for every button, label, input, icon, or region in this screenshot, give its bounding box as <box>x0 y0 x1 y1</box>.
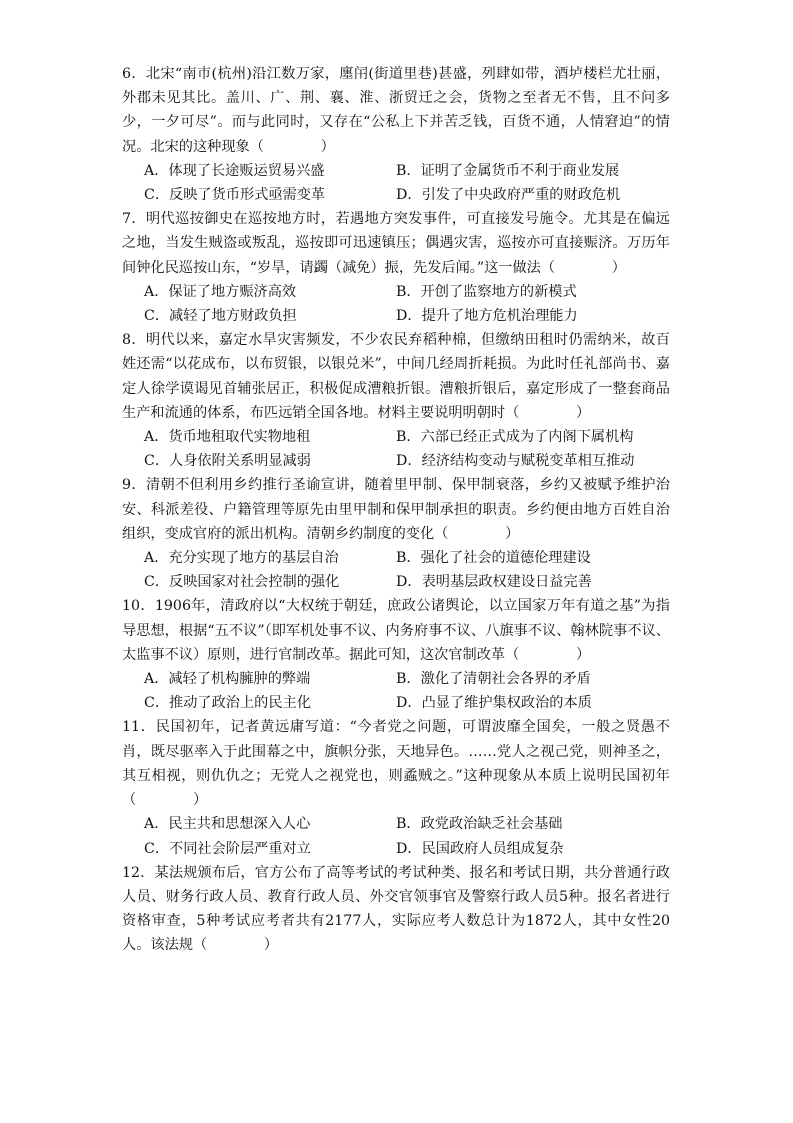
option-c: C．推动了政治上的民主化 <box>144 695 311 712</box>
option-c: C．减轻了地方财政负担 <box>144 308 297 325</box>
option-b: B．六部已经正式成为了内阁下属机构 <box>396 429 634 446</box>
question-stem: 12．某法规颁布后，官方公布了高等考试的考试种类、报名和考试日期，共分普通行政人员、财务行政人员、教育行政人员、外交官领事官及警察行政人员5种。报名者进行资格审查，5种考试应考者共有2177人，实际应考人数总计为1872人，其中女性20人。该法规（ ） <box>122 864 670 954</box>
option-b: B．开创了监察地方的新模式 <box>396 283 577 300</box>
option-list <box>122 812 670 860</box>
option-a: A．体现了长途贩运贸易兴盛 <box>144 162 325 179</box>
question-stem: 9．清朝不但利用乡约推行圣谕宣讲，随着里甲制、保甲制衰落，乡约又被赋予维护治安、科派差役、户籍管理等原先由里甲制和保甲制承担的职责。乡约便由地方百姓自治组织，变成官府的派出机构。清朝乡约制度的变化（ ） <box>122 477 670 542</box>
option-a: A．减轻了机构臃肿的弊端 <box>144 671 311 688</box>
question-stem: 10．1906年，清政府以“大权统于朝廷，庶政公诸舆论，以立国家万年有道之基”为指导思想，根据“五不议”（即军机处事不议、内务府事不议、八旗事不议、翰林院事不议、太监事不议）原则，进行官制改革。据此可知，这次官制改革（ ） <box>122 598 670 663</box>
option-c: C．不同社会阶层严重对立 <box>144 840 311 857</box>
option-a: A．民主共和思想深入人心 <box>144 816 311 833</box>
question-stem: 6．北宋“南市(杭州)沿江数万家，廛闬(街道里巷)甚盛，列肆如带，酒垆楼栏尤壮丽，外郡未见其比。盖川、广、荆、襄、淮、浙贸迁之会，货物之至者无不售，且不问多少，一夕可尽”。而与此同时，又存在“公私上下并苦乏钱，百货不通，人情窘迫”的情况。北宋的这种现象（ ） <box>122 66 670 155</box>
question-stem: 8．明代以来，嘉定水旱灾害频发，不少农民弃稻种棉，但缴纳田租时仍需纳米，故百姓还需“以花成布，以布贸银，以银兑米”，中间几经周折耗损。为此时任礼部尚书、嘉定人徐学谟谒见首辅张居正，积极促成漕粮折银。漕粮折银后，嘉定形成了一整套商品生产和流通的体系，布匹远销全国各地。材料主要说明明朝时（ ） <box>122 332 670 421</box>
option-list <box>122 546 670 594</box>
option-b: B．政党政治缺乏社会基础 <box>396 816 563 833</box>
option-c: C．反映了货币形式亟需变革 <box>144 187 326 204</box>
question-stem: 11．民国初年，记者黄远庸写道：“今者党之问题，可谓波靡全国矣，一般之贤愚不肖，既尽驱率入于此围幕之中，旗帜分张，天地异色。……党人之视己党，则神圣之，其互相视，则仇仇之；无党人之视党也，则蟊贼之。”这种现象从本质上说明民国初年（ ） <box>122 719 670 809</box>
question-10 <box>122 594 670 715</box>
question-6 <box>122 62 670 207</box>
option-d: D．提升了地方危机治理能力 <box>396 308 578 325</box>
option-list <box>122 280 670 328</box>
question-7 <box>122 207 670 328</box>
option-d: D．引发了中央政府严重的财政危机 <box>396 187 621 204</box>
option-b: B．强化了社会的道德伦理建设 <box>396 550 591 567</box>
option-d: D．经济结构变动与赋税变革相互推动 <box>396 453 635 470</box>
option-a: A．充分实现了地方的基层自治 <box>144 550 339 567</box>
option-d: D．凸显了维护集权政治的本质 <box>396 695 592 712</box>
exam-page <box>122 62 670 958</box>
option-c: C．人身依附关系明显减弱 <box>144 453 311 470</box>
option-list <box>122 667 670 715</box>
option-list <box>122 159 670 207</box>
question-12 <box>122 861 670 958</box>
option-c: C．反映国家对社会控制的强化 <box>144 574 340 591</box>
option-a: A．保证了地方赈济高效 <box>144 283 297 300</box>
option-list <box>122 425 670 473</box>
option-d: D．表明基层政权建设日益完善 <box>396 574 592 591</box>
option-d: D．民国政府人员组成复杂 <box>396 840 564 857</box>
option-a: A．货币地租取代实物地租 <box>144 429 311 446</box>
option-b: B．激化了清朝社会各界的矛盾 <box>396 671 591 688</box>
question-8 <box>122 328 670 473</box>
question-stem: 7．明代巡按御史在巡按地方时，若遇地方突发事件，可直接发号施令。尤其是在偏远之地，当发生贼盗或叛乱，巡按即可迅速镇压；偶遇灾害，巡按亦可直接赈济。万历年间钟化民巡按山东，“岁旱，请蠲（减免）振，先发后闻。”这一做法（ ） <box>122 211 670 276</box>
question-9 <box>122 473 670 594</box>
question-11 <box>122 715 670 860</box>
option-b: B．证明了金属货币不利于商业发展 <box>396 162 620 179</box>
